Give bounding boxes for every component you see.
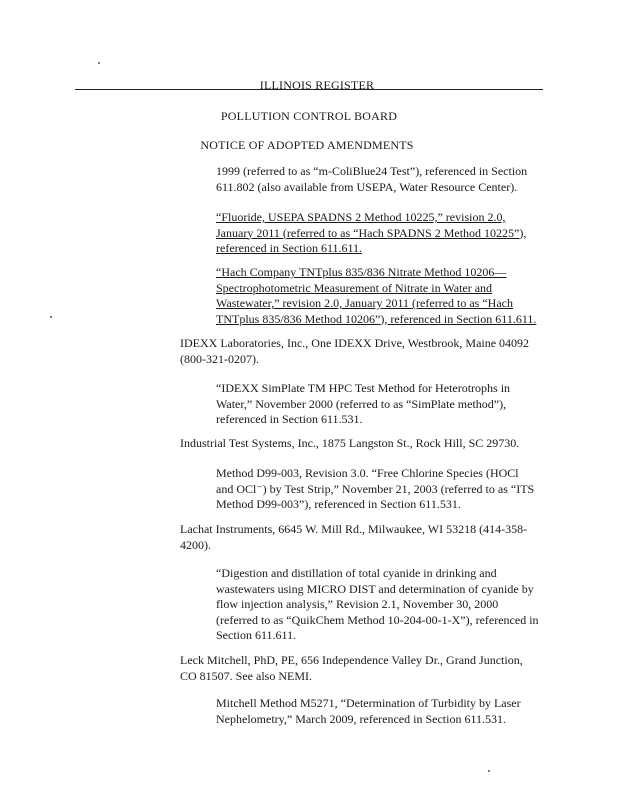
entry-line: “Hach Company TNTplus 835/836 Nitrate Method 10206— bbox=[216, 265, 507, 279]
entry-line: Nephelometry,” March 2009, referenced in Section 611.531. bbox=[216, 711, 507, 726]
entry-line: flow injection analysis,” Revision 2.1, November 30, 2000 bbox=[216, 597, 499, 611]
entry-line: “Digestion and distillation of total cyanide in drinking and bbox=[216, 566, 497, 580]
entry-d99 bbox=[216, 466, 556, 513]
entry-line: Industrial Test Systems, Inc., 1875 Langston St., Rock Hill, SC 29730. bbox=[180, 436, 520, 450]
entry-colilert bbox=[216, 164, 556, 195]
entry-line: Wastewater,” revision 2.0, January 2011 (referred to as “Hach bbox=[216, 296, 513, 310]
entry-line: Leck Mitchell, PhD, PE, 656 Independence Valley Dr., Grand Junction, bbox=[180, 653, 523, 667]
entry-line: and OCl⁻) by Test Strip,” November 21, 2003 (referred to as “ITS bbox=[216, 481, 535, 496]
entry-line: “IDEXX SimPlate TM HPC Test Method for Heterotrophs in bbox=[216, 381, 511, 395]
entry-m5271 bbox=[216, 696, 556, 727]
scan-speck bbox=[50, 316, 52, 318]
scan-speck bbox=[488, 770, 490, 772]
board-title: POLLUTION CONTROL BOARD bbox=[220, 109, 398, 123]
register-title: ILLINOIS REGISTER bbox=[259, 78, 375, 92]
entry-line: (referred to as “QuikChem Method 10-204-00-1-X”), referenced in bbox=[216, 612, 539, 627]
entry-line: TNTplus 835/836 Method 10206”), referenced in Section 611.611. bbox=[216, 311, 537, 326]
entry-line: Method D99-003”), referenced in Section 611.531. bbox=[216, 497, 461, 511]
entry-mitchell bbox=[180, 653, 560, 684]
entry-line: referenced in Section 611.531. bbox=[216, 412, 363, 426]
entry-line: Method D99-003, Revision 3.0. “Free Chlorine Species (HOCl bbox=[216, 466, 519, 480]
entry-lachat bbox=[180, 522, 560, 553]
entry-fluoride bbox=[216, 210, 556, 257]
entry-cyanide bbox=[216, 566, 561, 644]
entry-line: January 2011 (referred to as “Hach SPADNS 2 Method 10225”), bbox=[216, 225, 527, 240]
entry-line: Lachat Instruments, 6645 W. Mill Rd., Milwaukee, WI 53218 (414-358- bbox=[180, 522, 528, 536]
scan-speck bbox=[98, 62, 100, 64]
entry-line: Spectrophotometric Measurement of Nitrate in Water and bbox=[216, 280, 493, 295]
entry-line: Section 611.611. bbox=[216, 628, 297, 642]
entry-line: Mitchell Method M5271, “Determination of Turbidity by Laser bbox=[216, 696, 521, 710]
entry-line: (800-321-0207). bbox=[180, 351, 259, 366]
entry-line: 4200). bbox=[180, 537, 211, 552]
entry-its bbox=[180, 436, 560, 452]
entry-idexx bbox=[180, 336, 560, 367]
entry-line: CO 81507. See also NEMI. bbox=[180, 668, 312, 683]
entry-line: IDEXX Laboratories, Inc., One IDEXX Drive, Westbrook, Maine 04092 bbox=[180, 336, 530, 350]
entry-line: 1999 (referred to as “m-ColiBlue24 Test”), referenced in Section bbox=[216, 164, 528, 178]
entry-line: 611.802 (also available from USEPA, Water Resource Center). bbox=[216, 179, 518, 194]
entry-nitrate bbox=[216, 265, 561, 327]
header-rule bbox=[75, 89, 543, 90]
entry-simplate bbox=[216, 381, 556, 428]
entry-line: wastewaters using MICRO DIST and determination of cyanide by bbox=[216, 581, 534, 596]
entry-line: “Fluoride, USEPA SPADNS 2 Method 10225,” revision 2.0, bbox=[216, 210, 506, 224]
entry-line: Water,” November 2000 (referred to as “SimPlate method”), bbox=[216, 396, 507, 411]
entry-line: referenced in Section 611.611. bbox=[216, 241, 363, 255]
notice-title: NOTICE OF ADOPTED AMENDMENTS bbox=[200, 138, 414, 152]
